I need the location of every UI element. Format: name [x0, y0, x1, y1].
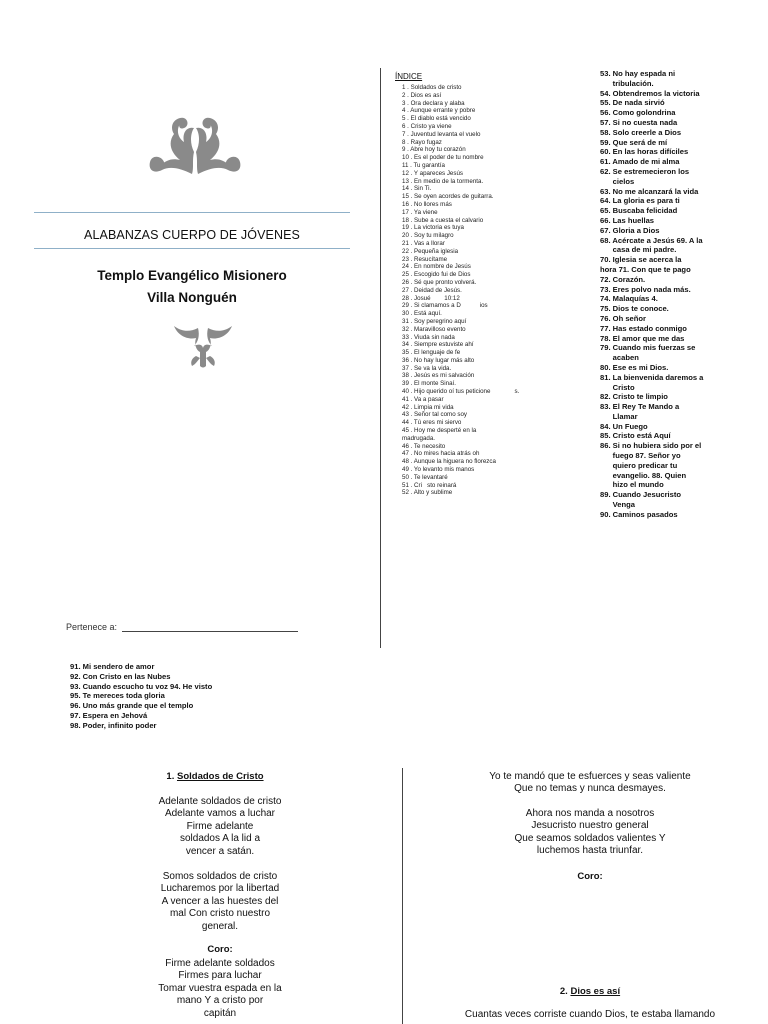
- song-2-line-1: Cuantas veces corriste cuando Dios, te estaba llamando: [464, 1009, 716, 1020]
- index-entry: 74. Malaquías 4.: [600, 294, 658, 304]
- index-entry: 14 . Sin Ti.: [402, 185, 432, 193]
- fleur-ornament-icon: [172, 322, 234, 370]
- song-2-number: 2.: [559, 986, 571, 997]
- index-entry: 4 . Aunque errante y pobre: [402, 107, 476, 115]
- index-entry: 47 . No mires hacia atrás oh: [402, 450, 480, 458]
- index-entry: 8 . Rayo fugaz: [402, 138, 442, 146]
- index-entry: 62. Se estremecieron los: [600, 166, 690, 176]
- index-entry: 66. Las huellas: [600, 215, 655, 225]
- owner-blank-line: [122, 631, 298, 632]
- song-1-number: 1.: [166, 771, 177, 782]
- song-1-verse-1: [110, 796, 330, 858]
- index-entry: quiero predicar tu: [600, 460, 678, 470]
- index-entry: 56. Como golondrina: [600, 108, 676, 118]
- index-entry: 32 . Maravilloso evento: [402, 325, 466, 333]
- lyric-line: mal Con cristo nuestro: [169, 908, 271, 920]
- index-entry: 86. Si no hubiera sido por el: [600, 441, 702, 451]
- lyric-line: Firme adelante: [186, 820, 254, 832]
- lyric-line: Jesucristo nuestro general: [531, 820, 649, 832]
- index-entry: 35 . El lenguaje de fe: [402, 349, 461, 357]
- index-entry: 60. En las horas difíciles: [600, 147, 689, 157]
- index-entry: 49 . Yo levanto mis manos: [402, 466, 475, 474]
- index-entry: fuego 87. Señor yo: [600, 451, 681, 461]
- index-entry: 85. Cristo está Aquí: [600, 431, 671, 441]
- page-divider-top: [380, 68, 381, 648]
- index-entry: evangelio. 88. Quien: [600, 470, 687, 480]
- index-entry: 80. Ese es mi Dios.: [600, 362, 669, 372]
- index-entry: 53. No hay espada ni: [600, 69, 676, 78]
- index-entry: 39 . El monte Sinaí.: [402, 380, 456, 388]
- index-entry: 91. Mi sendero de amor: [70, 662, 155, 671]
- index-entry: 3 . Ora declara y alaba: [402, 99, 465, 107]
- index-entry: 42 . Limpia mi vida: [402, 403, 454, 411]
- index-entry: 72. Corazón.: [600, 274, 646, 284]
- lyric-line: Adelante vamos a luchar: [164, 808, 276, 820]
- index-entry: 45 . Hoy me desperté en la: [402, 427, 477, 435]
- index-entry: 37 . Se va la vida.: [402, 364, 452, 372]
- index-entry: 18 . Sube a cuesta el calvario: [402, 216, 484, 224]
- index-entry: 64. La gloria es para ti: [600, 196, 680, 206]
- song-2-title: Dios es así: [570, 986, 621, 997]
- lyric-line: mano Y a cristo por: [176, 995, 264, 1007]
- song-1-verse-4: [440, 808, 740, 858]
- index-entry: 89. Cuando Jesucristo: [600, 490, 682, 500]
- index-entry: Llamar: [600, 411, 638, 421]
- index-entry: 68. Acércate a Jesús 69. A la: [600, 235, 703, 245]
- index-entry: 95. Te mereces toda gloria: [70, 691, 165, 701]
- index-entry: 40 . Hijo querido oí tus peticione s.: [402, 388, 520, 396]
- index-entry: 17 . Ya viene: [402, 208, 438, 216]
- index-entry: 24 . En nombre de Jesús: [402, 263, 471, 271]
- index-entry: 27 . Deidad de Jesús.: [402, 286, 462, 294]
- index-entry: 70. Iglesia se acerca la: [600, 255, 682, 265]
- index-entry: 48 . Aunque la higuera no florezca: [402, 458, 496, 466]
- index-title: ÍNDICE: [395, 72, 423, 81]
- lyric-line: Somos soldados de cristo: [162, 871, 278, 882]
- index-entry: 83. El Rey Te Mando a: [600, 402, 680, 412]
- index-entry: 36 . No hay lugar más alto: [402, 356, 475, 364]
- lyric-line: Firmes para luchar: [178, 970, 262, 982]
- lyric-line: Que seamos soldados valientes Y: [514, 832, 666, 844]
- song-2-heading: [440, 986, 740, 997]
- index-entry: 22 . Pequeña iglesia: [402, 247, 459, 255]
- index-entry: 43 . Señor tal como soy: [402, 411, 468, 419]
- index-entry: 28 . Josué 10:12: [402, 294, 460, 302]
- index-entry: 25 . Escogido fui de Dios: [402, 271, 471, 279]
- index-entry: 12 . Y apareces Jesús: [402, 169, 463, 177]
- index-column-1: [402, 84, 519, 497]
- lyric-line: vencer a satán.: [185, 845, 255, 857]
- song-1-chorus-label: Coro:: [207, 944, 233, 955]
- index-entry: 96. Uno más grande que el templo: [70, 701, 194, 711]
- index-entry: 73. Eres polvo nada más.: [600, 284, 691, 294]
- index-entry: 98. Poder, infinito poder: [70, 720, 157, 730]
- index-entry: 29 . Si clamamos a D ios: [402, 302, 488, 310]
- song-1-title: Soldados de Cristo: [176, 771, 264, 782]
- index-entry: 50 . Te levantaré: [402, 473, 448, 481]
- lyric-line: Que no temas y nunca desmayes.: [514, 783, 666, 795]
- song-1-chorus: [110, 958, 330, 1020]
- page-divider-bottom: [402, 768, 403, 1024]
- index-entry: 19 . La victoria es tuya: [402, 224, 464, 232]
- index-entry: 90. Caminos pasados: [600, 509, 678, 519]
- lyric-line: Adelante soldados de cristo: [158, 796, 282, 807]
- index-entry: 15 . Se oyen acordes de guitarra.: [402, 193, 494, 201]
- index-entry: acaben: [600, 353, 639, 363]
- index-entry: 81. La bienvenida daremos a: [600, 372, 704, 382]
- floral-ornament-icon: [140, 108, 250, 178]
- index-entry: 92. Con Cristo en las Nubes: [70, 671, 171, 681]
- index-entry: 38 . Jesús es mi salvación: [402, 372, 475, 380]
- index-entry: 79. Cuando mis fuerzas se: [600, 343, 696, 353]
- church-name: Templo Evangélico Misionero: [97, 268, 287, 283]
- index-entry: 9 . Abre hoy tu corazón: [402, 146, 466, 154]
- index-entry: 13 . En medio de la tormenta.: [402, 177, 484, 185]
- index-entry: Cristo: [600, 382, 635, 392]
- index-entry: 20 . Soy tu milagro: [402, 232, 454, 240]
- index-entry: 54. Obtendremos la victoria: [600, 88, 700, 98]
- index-entry: 7 . Juventud levanta el vuelo: [402, 130, 481, 138]
- index-entry: 23 . Resucítame: [402, 255, 448, 263]
- index-entry: 97. Espera en Jehová: [70, 710, 148, 720]
- index-entry: tribulación.: [600, 78, 654, 88]
- index-entry: casa de mi padre.: [600, 245, 677, 255]
- index-entry: 41 . Va a pasar: [402, 395, 444, 403]
- index-column-3: [70, 662, 310, 731]
- lyric-line: Firme adelante soldados: [165, 958, 275, 969]
- index-entry: 61. Amado de mi alma: [600, 157, 680, 167]
- song-1-verse-2: [110, 871, 330, 933]
- index-entry: madrugada.: [402, 434, 436, 442]
- index-entry: cielos: [600, 176, 635, 186]
- index-entry: 34 . Siempre estuviste ahí: [402, 341, 474, 349]
- owner-field: [66, 622, 298, 632]
- song-1-heading: [60, 771, 370, 782]
- index-entry: 59. Que será de mí: [600, 137, 668, 147]
- index-entry: 57. Si no cuesta nada: [600, 117, 678, 127]
- song-1-verse-3: [440, 771, 740, 796]
- lyric-line: Lucharemos por la libertad: [160, 883, 280, 895]
- index-entry: 11 . Tu garantía: [402, 161, 445, 169]
- lyric-line: A vencer a las huestes del: [161, 895, 279, 907]
- index-entry: hizo el mundo: [600, 480, 664, 490]
- index-entry: 44 . Tú eres mi siervo: [402, 419, 462, 427]
- lyric-line: general.: [201, 920, 239, 932]
- index-entry: 46 . Te necesito: [402, 442, 446, 450]
- lyric-line: soldados A la lid a: [179, 833, 261, 845]
- song-1-cont-chorus-label: Coro:: [577, 871, 603, 882]
- index-entry: 2 . Dios es así: [402, 91, 442, 99]
- index-entry: 51 . Cri sto reinará: [402, 481, 457, 489]
- index-entry: 84. Un Fuego: [600, 421, 648, 431]
- lyric-line: capitán: [203, 1007, 237, 1019]
- cover-title: ALABANZAS CUERPO DE JÓVENES: [84, 228, 300, 242]
- index-entry: 5 . El diablo está vencido: [402, 115, 471, 123]
- index-entry: 76. Oh señor: [600, 313, 647, 323]
- cover-rule-bottom: [34, 248, 350, 249]
- index-entry: 77. Has estado conmigo: [600, 323, 687, 333]
- index-entry: 1 . Soldados de cristo: [402, 84, 462, 91]
- index-entry: 52 . Alto y sublime: [402, 489, 453, 497]
- owner-label: Pertenece a:: [66, 622, 118, 632]
- lyric-line: Yo te mandó que te esfuerces y seas valiente: [489, 771, 691, 782]
- index-entry: 33 . Viuda sin nada: [402, 333, 455, 341]
- index-entry: 58. Solo creerle a Dios: [600, 127, 682, 137]
- index-entry: 30 . Está aquí.: [402, 310, 442, 318]
- index-entry: 10 . Es el poder de tu nombre: [402, 154, 484, 162]
- lyric-line: luchemos hasta triunfar.: [536, 845, 644, 857]
- index-entry: hora 71. Con que te pago: [600, 264, 691, 274]
- index-entry: 82. Cristo te limpio: [600, 392, 668, 402]
- index-entry: 63. No me alcanzará la vida: [600, 186, 699, 196]
- index-entry: 67. Gloria a Dios: [600, 225, 660, 235]
- index-entry: Venga: [600, 500, 636, 510]
- index-entry: 55. De nada sirvió: [600, 98, 665, 108]
- lyric-line: Ahora nos manda a nosotros: [525, 808, 655, 819]
- index-entry: 31 . Soy peregrino aquí: [402, 317, 467, 325]
- index-entry: 93. Cuando escucho tu voz 94. He visto: [70, 681, 213, 691]
- index-entry: 26 . Sé que pronto volverá.: [402, 278, 477, 286]
- index-column-2: [600, 69, 760, 520]
- church-place: Villa Nonguén: [147, 290, 237, 305]
- index-entry: 78. El amor que me das: [600, 333, 685, 343]
- index-entry: 65. Buscaba felicidad: [600, 206, 678, 216]
- cover-rule-top: [34, 212, 350, 213]
- lyric-line: Tomar vuestra espada en la: [158, 982, 282, 994]
- index-entry: 6 . Cristo ya viene: [402, 122, 452, 130]
- index-entry: 75. Dios te conoce.: [600, 304, 669, 314]
- index-entry: 16 . No llores más: [402, 200, 452, 208]
- index-entry: 21 . Vas a llorar: [402, 239, 445, 247]
